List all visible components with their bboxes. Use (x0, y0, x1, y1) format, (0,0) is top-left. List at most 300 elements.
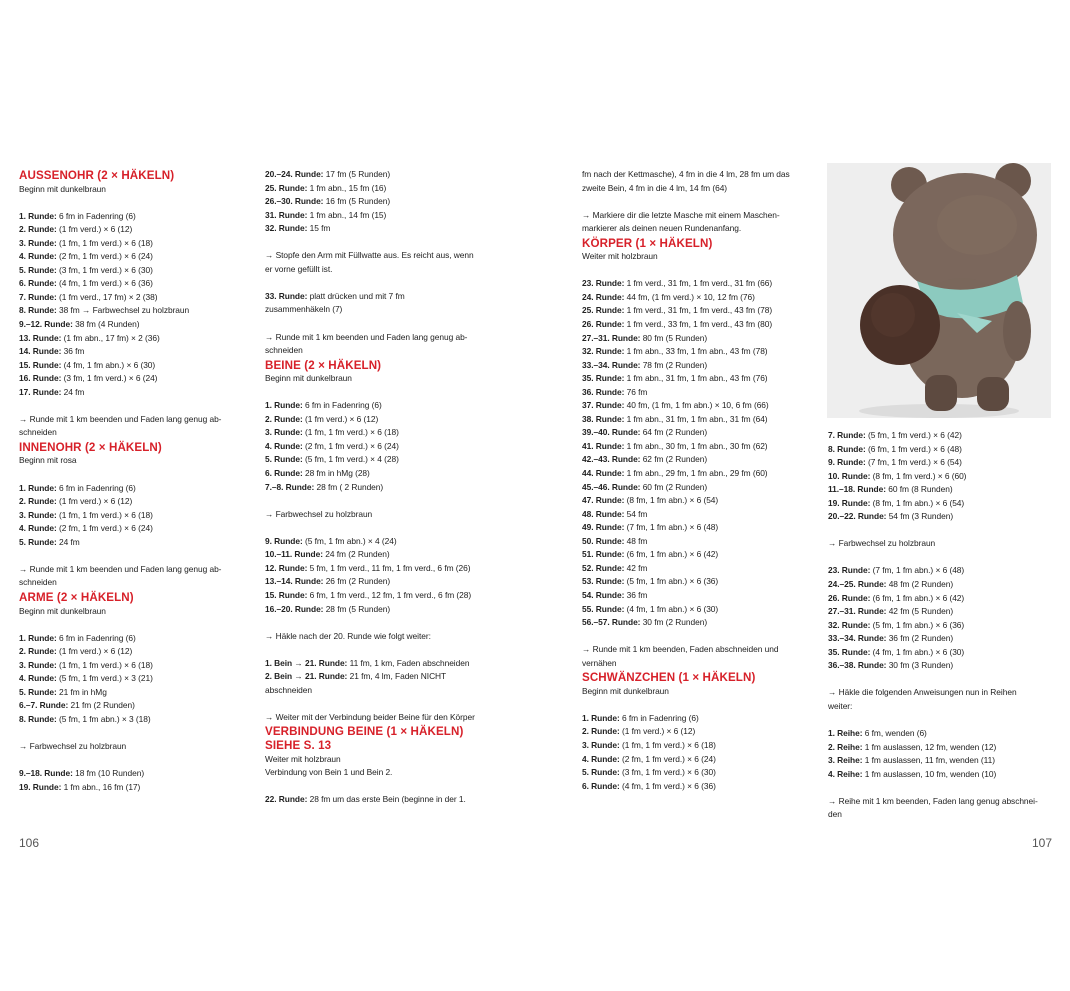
column-4 (828, 429, 1050, 822)
pattern-row (265, 426, 495, 440)
row-text: 64 fm (2 Runden) (640, 427, 708, 438)
instruction-text (19, 183, 237, 197)
row-text: (7 fm, 1 fm verd.) × 6 (54) (865, 457, 962, 468)
pattern-row (582, 766, 807, 780)
pattern-row (582, 277, 807, 291)
row-text: 1 fm verd., 31 fm, 1 fm verd., 43 fm (78) (624, 305, 773, 316)
row-label: 10. Runde: (828, 470, 871, 481)
row-text: 1 fm abn., 14 fm (15) (307, 209, 387, 220)
row-label: 11.–18. Runde: (828, 484, 886, 495)
row-text: 11 fm, 1 km, Faden abschneiden (347, 657, 470, 668)
row-text: 80 fm (5 Runden) (640, 332, 708, 343)
pattern-row (582, 304, 807, 318)
row-label: 17. Runde: (19, 386, 62, 397)
section-heading: SCHWÄNZCHEN (1 × HÄKELN) (582, 671, 756, 685)
instruction-text (265, 344, 495, 358)
row-label: 10.–11. Runde: (265, 549, 323, 560)
pattern-row (19, 767, 237, 781)
pattern-row (582, 603, 807, 617)
pattern-row (828, 592, 1050, 606)
row-label: 7.–8. Runde: (265, 481, 315, 492)
instruction-text (828, 795, 1050, 809)
pattern-row (582, 345, 807, 359)
row-text: (8 fm, 1 fm abn.) × 6 (54) (870, 497, 965, 508)
pattern-row (19, 509, 237, 523)
row-label: 13.–14. Runde: (265, 576, 324, 587)
pattern-row (582, 508, 807, 522)
row-label: 2. Runde: (19, 496, 57, 507)
blank-line (828, 524, 1050, 538)
instruction-text (265, 684, 495, 698)
pattern-row (582, 386, 807, 400)
instruction-text (582, 168, 807, 182)
row-label: 1. Runde: (582, 712, 620, 723)
row-label: 6.–7. Runde: (19, 700, 69, 711)
row-text: Beginn mit dunkelbraun (19, 183, 106, 194)
instruction-text (582, 250, 807, 264)
row-text: (1 fm, 1 fm verd.) × 6 (18) (302, 427, 399, 438)
row-text: (3 fm, 1 fm verd.) × 6 (30) (619, 767, 716, 778)
pattern-row (19, 645, 237, 659)
row-text: → Reihe mit 1 km beenden, Faden lang genug abschnei- (828, 795, 1038, 806)
row-text: schneiden (265, 345, 303, 356)
instruction-text (582, 222, 807, 236)
row-label: 1. Runde: (265, 400, 303, 411)
row-label: 8. Runde: (19, 713, 57, 724)
pattern-row (19, 686, 237, 700)
row-text: er vorne gefüllt ist. (265, 263, 333, 274)
row-text: (4 fm, 1 fm abn.) × 6 (30) (624, 603, 719, 614)
row-label: 1. Reihe: (828, 728, 863, 739)
row-text: platt drücken und mit 7 fm (307, 290, 405, 301)
instruction-text (265, 711, 495, 725)
instruction-text (265, 753, 495, 767)
pattern-row (582, 521, 807, 535)
row-text: fm nach der Kettmasche), 4 fm in die 4 lm, 28 fm um das (582, 169, 790, 179)
row-text: → Stopfe den Arm mit Füllwatte aus. Es reicht aus, wenn (265, 250, 474, 261)
row-text: 24 fm (61, 386, 85, 397)
row-text: → Weiter mit der Verbindung beider Beine für den Körper (265, 711, 475, 722)
row-label: 14. Runde: (19, 346, 62, 357)
pattern-row (828, 483, 1050, 497)
pattern-row (582, 359, 807, 373)
row-text: 40 fm, (1 fm, 1 fm abn.) × 10, 6 fm (66) (624, 400, 769, 411)
section-heading: ARME (2 × HÄKELN) (19, 590, 134, 604)
instruction-text (265, 630, 495, 644)
pattern-row (582, 575, 807, 589)
row-label: 1. Runde: (19, 482, 57, 493)
row-text: den (828, 809, 842, 820)
row-label: 36. Runde: (582, 386, 625, 397)
section-heading: VERBINDUNG BEINE (1 × HÄKELN) SIEHE S. 13 (265, 725, 464, 752)
instruction-text (265, 508, 495, 522)
row-label: 20.–22. Runde: (828, 511, 887, 522)
row-text: vernähen (582, 657, 617, 668)
row-label: 41. Runde: (582, 440, 625, 451)
row-text: (2 fm, 1 fm verd.) × 6 (24) (302, 440, 399, 451)
instruction-text (19, 454, 237, 468)
row-text: 48 fm (2 Runden) (886, 579, 954, 590)
row-label: 56.–57. Runde: (582, 617, 641, 628)
row-text: (8 fm, 1 fm verd.) × 6 (60) (870, 470, 967, 481)
pattern-row (582, 440, 807, 454)
row-text: 36 fm (61, 346, 85, 357)
pattern-row (19, 522, 237, 536)
pattern-row (828, 741, 1050, 755)
row-label: 47. Runde: (582, 495, 625, 506)
row-text: 21 fm, 4 lm, Faden NICHT (347, 671, 447, 682)
blank-line (19, 399, 237, 413)
pattern-row (19, 359, 237, 373)
row-text: zweite Bein, 4 fm in die 4 lm, 14 fm (64) (582, 182, 728, 193)
instruction-text (265, 263, 495, 277)
instruction-text (582, 657, 807, 671)
row-label: 9. Runde: (265, 535, 303, 546)
row-label: 16.–20. Runde: (265, 603, 324, 614)
instruction-text (19, 426, 237, 440)
pattern-row (265, 670, 495, 684)
row-text: 1 fm auslassen, 10 fm, wenden (10) (862, 768, 997, 779)
row-label: 24. Runde: (582, 291, 625, 302)
row-text: Beginn mit dunkelbraun (582, 685, 669, 696)
section-heading: INNENOHR (2 × HÄKELN) (19, 440, 162, 454)
row-text: 28 fm (5 Runden) (323, 603, 391, 614)
row-text: 48 fm (624, 535, 648, 546)
row-text: 6 fm, 1 fm verd., 12 fm, 1 fm verd., 6 fm (28) (307, 589, 472, 600)
pattern-row (265, 535, 495, 549)
blank-line (265, 236, 495, 250)
row-text: (5 fm, 1 fm verd.) × 6 (42) (865, 430, 962, 440)
row-text: schneiden (19, 427, 57, 438)
row-text: 54 fm (3 Runden) (886, 511, 954, 522)
row-text: → Häkle nach der 20. Runde wie folgt weiter: (265, 630, 431, 641)
instruction-text (265, 766, 495, 780)
row-text: → Runde mit 1 km beenden und Faden lang genug ab- (19, 563, 222, 574)
blank-line (19, 726, 237, 740)
row-text: 28 fm um das erste Bein (beginne in der 1. (307, 794, 466, 805)
instruction-text (582, 685, 807, 699)
pattern-row (582, 413, 807, 427)
row-label: 44. Runde: (582, 468, 625, 479)
pattern-row (828, 443, 1050, 457)
row-label: 3. Runde: (265, 427, 303, 438)
row-text: (1 fm, 1 fm verd.) × 6 (18) (56, 509, 153, 520)
row-text: → Farbwechsel zu holzbraun (265, 508, 373, 519)
instruction-text (828, 686, 1050, 700)
row-text: → Häkle die folgenden Anweisungen nun in Reihen (828, 687, 1017, 698)
instruction-text (19, 605, 237, 619)
row-text: 1 fm abn., 29 fm, 1 fm abn., 29 fm (60) (624, 468, 768, 479)
pattern-row (19, 277, 237, 291)
row-label: 5. Runde: (19, 536, 57, 547)
row-label: 2. Bein → 21. Runde: (265, 671, 348, 682)
pattern-row (828, 578, 1050, 592)
teddy-bear-photo (827, 163, 1051, 418)
pattern-row (19, 713, 237, 727)
row-text: 62 fm (2 Runden) (640, 454, 708, 465)
row-label: 5. Runde: (265, 454, 303, 465)
row-text: abschneiden (265, 684, 312, 695)
pattern-row (19, 210, 237, 224)
pattern-row (828, 429, 1050, 443)
row-label: 2. Runde: (19, 646, 57, 657)
row-text: 1 fm auslassen, 12 fm, wenden (12) (862, 741, 997, 752)
row-text: 1 fm abn., 31 fm, 1 fm abn., 43 fm (76) (624, 373, 768, 384)
row-text: (3 fm, 1 fm verd.) × 6 (30) (56, 264, 153, 275)
row-label: 52. Runde: (582, 562, 625, 573)
pattern-row (582, 712, 807, 726)
row-label: 26. Runde: (582, 319, 625, 330)
row-label: 1. Bein → 21. Runde: (265, 657, 348, 668)
row-label: 3. Runde: (19, 509, 57, 520)
row-label: 25. Runde: (582, 305, 625, 316)
row-text: 60 fm (8 Runden) (885, 484, 953, 495)
row-text: 18 fm (10 Runden) (72, 768, 145, 779)
pattern-row (828, 727, 1050, 741)
row-label: 48. Runde: (582, 508, 625, 519)
row-text: schneiden (19, 577, 57, 588)
row-text: 26 fm (2 Runden) (323, 576, 391, 587)
row-text: markierer als deinen neuen Rundenanfang. (582, 223, 742, 234)
instruction-text (19, 563, 237, 577)
pattern-row (828, 510, 1050, 524)
row-text: Weiter mit holzbraun (265, 753, 341, 764)
pattern-row (828, 619, 1050, 633)
pattern-row (582, 318, 807, 332)
pattern-row (265, 548, 495, 562)
row-text: 6 fm, wenden (6) (862, 728, 927, 739)
pattern-row (582, 481, 807, 495)
pattern-row (265, 413, 495, 427)
instruction-text (582, 209, 807, 223)
row-text: Verbindung von Bein 1 und Bein 2. (265, 767, 393, 778)
pattern-row (265, 440, 495, 454)
blank-line (265, 643, 495, 657)
row-text: (8 fm, 1 fm abn.) × 6 (54) (624, 495, 719, 506)
row-label: 27.–31. Runde: (582, 332, 641, 343)
row-text: (2 fm, 1 fm verd.) × 6 (24) (56, 523, 153, 534)
row-label: 5. Runde: (582, 767, 620, 778)
blank-line (265, 616, 495, 630)
section-heading: KÖRPER (1 × HÄKELN) (582, 236, 713, 250)
row-text: (3 fm, 1 fm verd.) × 6 (24) (61, 373, 158, 384)
row-text: 1 fm abn., 30 fm, 1 fm abn., 30 fm (62) (624, 440, 768, 451)
pattern-row (828, 646, 1050, 660)
row-label: 7. Runde: (828, 430, 866, 440)
pattern-row (582, 453, 807, 467)
row-text: (5 fm, 1 fm abn.) × 3 (18) (56, 713, 151, 724)
pattern-row (582, 467, 807, 481)
pattern-row (19, 495, 237, 509)
row-label: 54. Runde: (582, 589, 625, 600)
row-label: 32. Runde: (582, 346, 625, 357)
blank-line (582, 264, 807, 278)
row-text: 6 fm in Fadenring (6) (302, 400, 382, 411)
row-text: 30 fm (3 Runden) (886, 660, 954, 671)
row-label: 3. Runde: (582, 739, 620, 750)
row-text: (5 fm, 1 fm abn.) × 6 (36) (624, 576, 719, 587)
row-text: (1 fm abn., 17 fm) × 2 (36) (61, 332, 160, 343)
row-label: 35. Runde: (828, 646, 871, 657)
row-label: 4. Runde: (582, 753, 620, 764)
pattern-row (19, 659, 237, 673)
row-text: 60 fm (2 Runden) (640, 481, 708, 492)
row-label: 1. Runde: (19, 210, 57, 221)
row-label: 4. Runde: (265, 440, 303, 451)
row-label: 12. Runde: (265, 562, 308, 573)
row-label: 3. Runde: (19, 659, 57, 670)
instruction-text (828, 537, 1050, 551)
pattern-row (19, 250, 237, 264)
blank-line (19, 754, 237, 768)
blank-line (265, 276, 495, 290)
pattern-row (265, 562, 495, 576)
row-text: 38 fm (4 Runden) (72, 319, 140, 330)
row-text: (1 fm verd.) × 6 (12) (619, 726, 696, 737)
row-text: 1 fm abn., 15 fm (16) (307, 182, 387, 193)
row-label: 15. Runde: (265, 589, 308, 600)
pattern-row (19, 318, 237, 332)
pattern-row (582, 589, 807, 603)
blank-line (265, 521, 495, 535)
section-heading: AUSSENOHR (2 × HÄKELN) (19, 169, 175, 182)
pattern-row (19, 672, 237, 686)
instruction-text (19, 413, 237, 427)
pattern-row (582, 372, 807, 386)
pattern-row (19, 345, 237, 359)
column-2 (265, 168, 495, 807)
instruction-text (828, 700, 1050, 714)
row-text: 54 fm (624, 508, 648, 519)
pattern-row (582, 739, 807, 753)
row-label: 23. Runde: (582, 278, 625, 289)
row-label: 6. Runde: (265, 468, 303, 479)
page-number-right: 107 (1032, 836, 1053, 850)
column-3 (582, 168, 807, 793)
row-text: 36 fm (624, 589, 648, 600)
row-text: → Runde mit 1 km beenden und Faden lang genug ab- (19, 413, 222, 424)
row-label: 39.–40. Runde: (582, 427, 641, 438)
pattern-row (582, 780, 807, 794)
instruction-text (19, 576, 237, 590)
row-text: 1 fm abn., 31 fm, 1 fm abn., 31 fm (64) (624, 413, 768, 424)
row-text: 16 fm (5 Runden) (323, 196, 391, 207)
pattern-row (828, 632, 1050, 646)
row-label: 5. Runde: (19, 264, 57, 275)
blank-line (582, 195, 807, 209)
row-label: 3. Runde: (19, 237, 57, 248)
row-text: → Runde mit 1 km beenden, Faden abschneiden und (582, 644, 779, 655)
blank-line (828, 713, 1050, 727)
pattern-row (265, 575, 495, 589)
pattern-row (582, 426, 807, 440)
row-label: 33.–34. Runde: (828, 633, 887, 644)
pattern-row (19, 237, 237, 251)
row-text: (1 fm, 1 fm verd.) × 6 (18) (56, 659, 153, 670)
row-text: 15 fm (307, 223, 331, 234)
row-label: 2. Reihe: (828, 741, 863, 752)
blank-line (19, 468, 237, 482)
column-1 (19, 168, 237, 794)
pattern-row (19, 372, 237, 386)
row-text: (4 fm, 1 fm abn.) × 6 (30) (870, 646, 965, 657)
row-text: 6 fm in Fadenring (6) (619, 712, 699, 723)
row-text: (1 fm verd.) × 6 (12) (56, 224, 133, 235)
row-label: 51. Runde: (582, 549, 625, 560)
pattern-row (582, 399, 807, 413)
row-label: 50. Runde: (582, 535, 625, 546)
row-text: 78 fm (2 Runden) (640, 359, 708, 370)
row-text: (2 fm, 1 fm verd.) × 6 (24) (56, 251, 153, 262)
row-text: 36 fm (2 Runden) (886, 633, 954, 644)
blank-line (582, 630, 807, 644)
row-label: 20.–24. Runde: (265, 169, 324, 179)
row-text: 24 fm (2 Runden) (322, 549, 390, 560)
row-label: 7. Runde: (19, 291, 57, 302)
row-label: 4. Runde: (19, 673, 57, 684)
row-text: → Markiere dir die letzte Masche mit einem Maschen- (582, 209, 780, 220)
instruction-text (582, 182, 807, 196)
row-label: 31. Runde: (265, 209, 308, 220)
row-text: Beginn mit rosa (19, 455, 77, 466)
row-text: weiter: (828, 700, 853, 711)
pattern-row (582, 562, 807, 576)
section-heading: BEINE (2 × HÄKELN) (265, 358, 382, 372)
row-text: 38 fm → Farbwechsel zu holzbraun (56, 305, 190, 316)
row-text: (6 fm, 1 fm verd.) × 6 (48) (865, 443, 962, 454)
pattern-row (19, 632, 237, 646)
instruction-text (582, 643, 807, 657)
row-text: (4 fm, 1 fm verd.) × 6 (36) (56, 278, 153, 289)
row-label: 9.–12. Runde: (19, 319, 73, 330)
blank-line (19, 549, 237, 563)
pattern-row (19, 386, 237, 400)
pattern-row (582, 548, 807, 562)
pattern-row (582, 725, 807, 739)
row-text: (5 fm, 1 fm verd.) × 3 (21) (56, 673, 153, 684)
pattern-row (828, 497, 1050, 511)
blank-line (19, 618, 237, 632)
row-label: 2. Runde: (265, 413, 303, 424)
row-text: 28 fm ( 2 Runden) (314, 481, 384, 492)
row-label: 33.–34. Runde: (582, 359, 641, 370)
row-text: 21 fm in hMg (56, 686, 107, 697)
row-text: (6 fm, 1 fm abn.) × 6 (42) (870, 592, 965, 603)
instruction-text (19, 740, 237, 754)
row-text: (1 fm verd.) × 6 (12) (56, 646, 133, 657)
pattern-row (582, 494, 807, 508)
row-text: (6 fm, 1 fm abn.) × 6 (42) (624, 549, 719, 560)
row-label: 49. Runde: (582, 522, 625, 533)
row-label: 53. Runde: (582, 576, 625, 587)
row-text: (2 fm, 1 fm verd.) × 6 (24) (619, 753, 716, 764)
row-text: (5 fm, 1 fm verd.) × 4 (28) (302, 454, 399, 465)
row-label: 25. Runde: (265, 182, 308, 193)
pattern-row (582, 535, 807, 549)
row-label: 32. Runde: (828, 619, 871, 630)
pattern-row (265, 195, 495, 209)
row-label: 8. Runde: (19, 305, 57, 316)
row-text: 6 fm in Fadenring (6) (56, 482, 136, 493)
row-text: 28 fm in hMg (28) (302, 468, 370, 479)
row-label: 26.–30. Runde: (265, 196, 324, 207)
pattern-row (265, 168, 495, 182)
row-label: 26. Runde: (828, 592, 871, 603)
row-label: 3. Reihe: (828, 755, 863, 766)
row-label: 23. Runde: (828, 565, 871, 576)
pattern-row (828, 768, 1050, 782)
blank-line (265, 697, 495, 711)
